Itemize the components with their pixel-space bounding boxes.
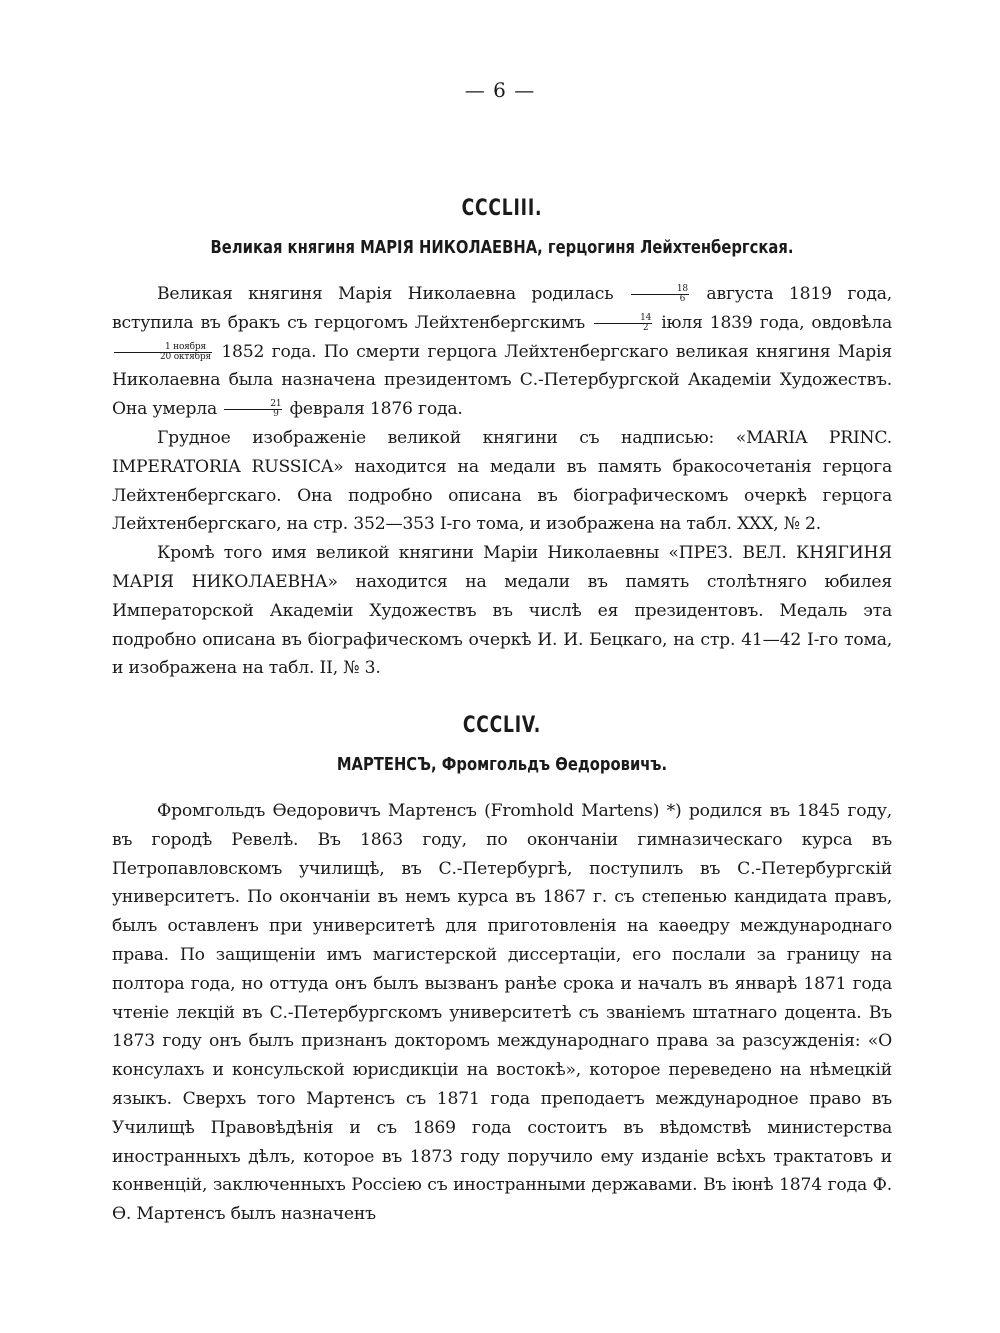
date-fraction bbox=[114, 343, 212, 362]
text-run: 1852 года. По смерти герцога Лейхтенбергскаго великая княгиня Марія Николаевна была назначена президентомъ С.-Петербургской Академіи Художествъ. Она умерла bbox=[112, 341, 892, 420]
section-title: МАРТЕНСЪ, Фромгольдъ Ѳедоровичъ. bbox=[336, 754, 668, 775]
paragraph bbox=[112, 280, 892, 424]
text-run: августа 1819 года, вступила въ бракъ съ герцогомъ Лейхтенбергскимъ bbox=[112, 284, 893, 333]
section-title: Великая княгиня МАРІЯ НИКОЛАЕВНА, герцогиня Лейхтенбергская. bbox=[210, 237, 794, 258]
paragraph: Фромгольдъ Ѳедоровичъ Мартенсъ (Fromhold Martens) *) родился въ 1845 году, въ городѣ Ревелѣ. Въ 1863 году, по окончаніи гимназическаго курса въ Петропавловскомъ училищѣ, въ С.-Петербургѣ, поступилъ въ С.-Петербургскій университетъ. По окончаніи въ немъ курса въ 1867 г. съ степенью кандидата правъ, былъ оставленъ при университетѣ для приготовленія на каѳедру международнаго права. По защищеніи имъ магистерской диссертаціи, его послали за границу на полтора года, но оттуда онъ былъ вызванъ ранѣе срока и началъ въ январѣ 1871 года чтеніе лекцій въ С.-Петербургскомъ университетѣ съ званіемъ штатнаго доцента. Въ 1873 году онъ былъ признанъ докторомъ международнаго права за разсужденія: «О консулахъ и консульской юрисдикціи на востокѣ», которое переведено на нѣмецкій языкъ. Сверхъ того Мартенсъ съ 1871 года преподаетъ международное право въ Училищѣ Правовѣдѣнія и съ 1869 года состоитъ въ вѣдомствѣ министерства иностранныхъ дѣлъ, которое въ 1873 году поручило ему изданіе всѣхъ трактатовъ и конвенцій, заключенныхъ Россіею съ иностранными державами. Въ іюнѣ 1874 года Ф. Ѳ. Мартенсъ былъ назначенъ bbox=[112, 801, 892, 1225]
date-fraction bbox=[594, 314, 652, 333]
date-fraction bbox=[224, 400, 282, 419]
text-run: Великая княгиня Марія Николаевна родилась bbox=[157, 284, 614, 304]
fraction-numerator: 21 bbox=[224, 400, 282, 410]
text-run: іюля 1839 года, овдовѣла bbox=[661, 312, 892, 333]
fraction-denominator: 9 bbox=[273, 409, 279, 420]
section-entry bbox=[112, 196, 892, 683]
fraction-numerator: 1 ноября bbox=[114, 343, 212, 353]
fraction-denominator: 2 bbox=[642, 322, 649, 333]
fraction-numerator: 18 bbox=[631, 285, 689, 295]
text-run: февраля 1876 года. bbox=[289, 399, 463, 420]
page-number: — 6 — bbox=[464, 78, 536, 102]
paragraph: Кромѣ того имя великой княгини Маріи Николаевны «ПРЕЗ. ВЕЛ. КНЯГИНЯ МАРІЯ НИКОЛАЕВНА» находится на медали въ память столѣтняго юбилея Императорской Академіи Художествъ въ числѣ ея президентовъ. Медаль эта подробно описана въ біографическомъ очеркѣ И. И. Бецкаго, на стр. 41—42 I-го тома, и изображена на табл. II, № 3. bbox=[112, 543, 892, 679]
fraction-denominator: 6 bbox=[679, 294, 686, 304]
date-fraction bbox=[631, 285, 689, 304]
section-numeral: CCCLIV. bbox=[462, 713, 542, 738]
section-entry bbox=[112, 713, 892, 1229]
fraction-denominator: 20 октября bbox=[160, 351, 211, 362]
paragraph: Грудное изображеніе великой княгини съ надписью: «MARIA PRINC. IMPERATORIA RUSSICA» находится на медали въ память бракосочетанія герцога Лейхтенбергскаго. Она подробно описана въ біографическомъ очеркѣ герцога Лейхтенбергскаго, на стр. 352—353 I-го тома, и изображена на табл. XXX, № 2. bbox=[112, 427, 892, 535]
section-numeral: CCCLIII. bbox=[461, 196, 543, 221]
fraction-numerator: 14 bbox=[594, 314, 652, 324]
